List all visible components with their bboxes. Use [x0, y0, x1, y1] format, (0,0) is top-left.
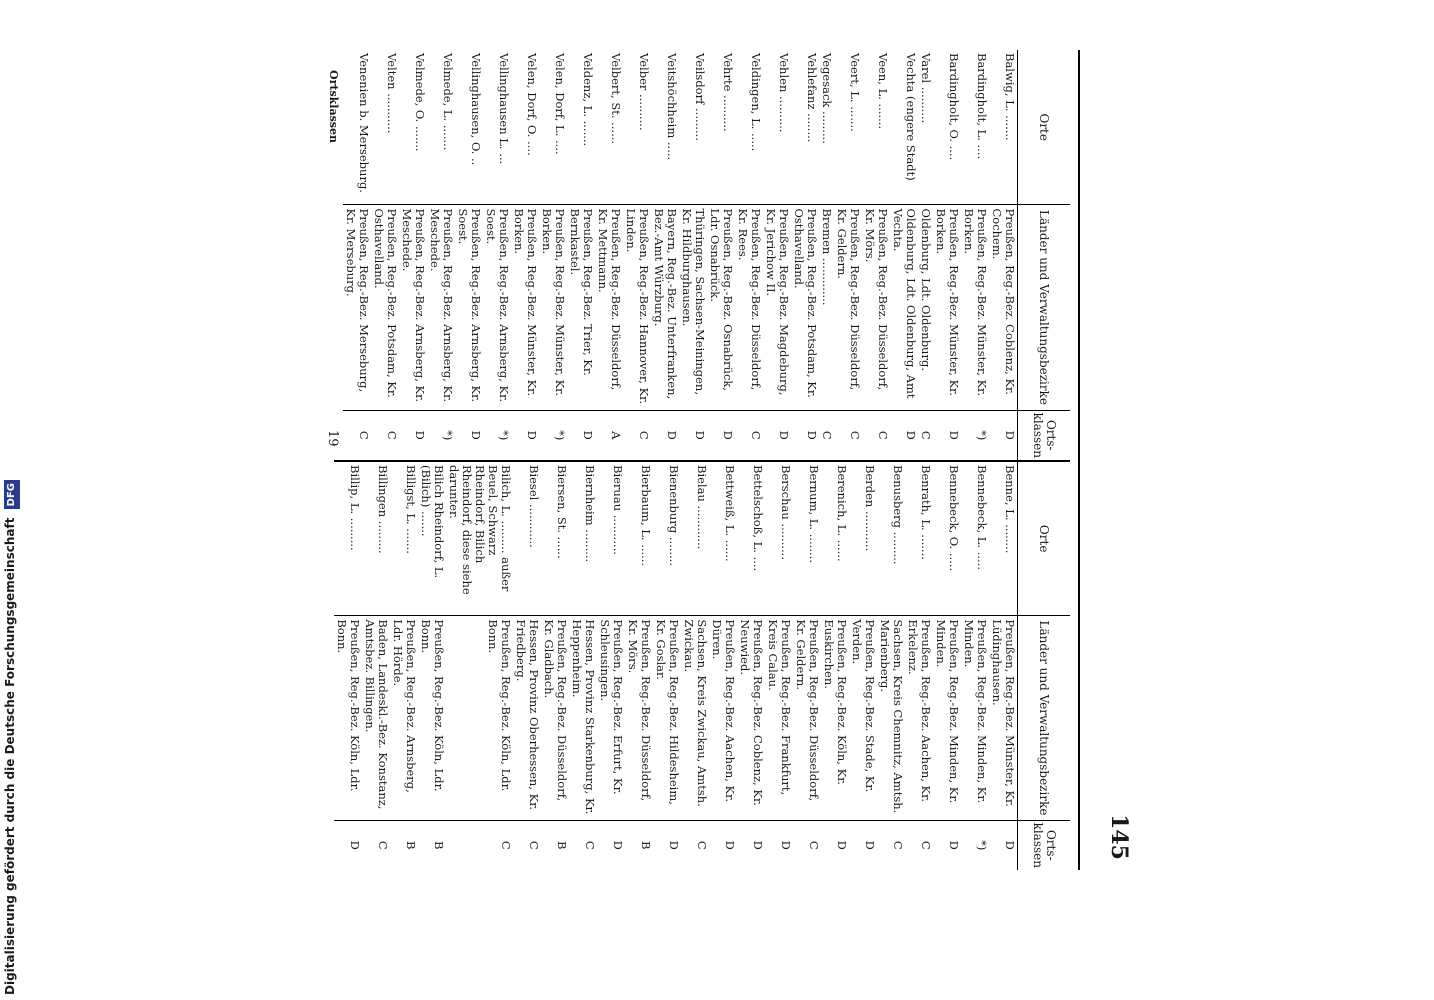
cell-klasse: C: [446, 820, 513, 870]
cell-ort: Bilich Rheindorf, L. (Bilich) .......: [418, 461, 446, 616]
table-row: [834, 50, 862, 460]
table-row: [905, 461, 933, 870]
cell-ort: Bierbaum, L. ......: [625, 461, 653, 616]
cell-land: Preußen, Reg.-Bez. Hannover, Kr. Linden.: [623, 205, 651, 410]
cell-ort: Berschau ..........: [765, 461, 793, 616]
col-header-land: Länder und Verwaltungsbezirke: [1018, 205, 1071, 410]
table-row: [334, 461, 362, 870]
left-table-body: [343, 50, 1018, 460]
signature-mark: Ortsklassen: [327, 70, 340, 143]
cell-land: Preußen, Reg.-Bez. Münster, Kr. Borken.: [961, 205, 989, 410]
table-sheet: [290, 50, 1070, 870]
cell-ort: Veilsdorf .........: [693, 53, 707, 141]
table-row: [362, 461, 390, 870]
cell-ort: Bennebeck, O. .....: [933, 461, 961, 616]
cell-ort: Velmede, L. .......: [441, 53, 455, 151]
table-row: [541, 461, 569, 870]
cell-land: Preußen, Reg.-Bez. Düsseldorf, Kr. Mettmann.: [595, 205, 623, 410]
credit-text: Digitalisierung gefördert durch die Deutsche Forschungsgemeinschaft: [3, 517, 17, 995]
digitization-credit: [2, 483, 18, 995]
cell-land: Bremen .............: [819, 205, 834, 410]
cell-land: Preußen, Reg.-Bez. Magdeburg, Kr. Jerichow II.: [763, 205, 791, 410]
cell-klasse: *): [539, 410, 567, 460]
cell-ort: Veitshöchheim .....: [665, 53, 679, 161]
cell-klasse: C: [343, 410, 371, 460]
table-row: [737, 461, 765, 870]
col-header-klasse: Orts-klassen: [1018, 820, 1071, 870]
table-row: [371, 50, 399, 460]
cell-ort: Billip, L. .........: [334, 461, 362, 616]
cell-ort: Billingen .........: [362, 461, 390, 616]
cell-klasse: D: [511, 410, 539, 460]
table-row: [651, 50, 679, 460]
table-row: [455, 50, 483, 460]
cell-land: Preußen, Reg.-Bez. Arnsberg, Kr. Soest.: [483, 205, 511, 410]
cell-klasse: *): [961, 820, 989, 870]
cell-ort: Bardingholt, O. ....: [947, 53, 961, 161]
cell-land: Preußen, Reg.-Bez. Stade, Kr. Verden.: [849, 616, 877, 820]
cell-land: Preußen, Reg.-Bez. Minden, Kr. Minden.: [933, 616, 961, 820]
table-row: [427, 50, 455, 460]
cell-land: Preußen, Reg.-Bez. Aachen, Kr. Erkelenz.: [905, 616, 933, 820]
table-row: [513, 461, 541, 870]
table-row: [793, 461, 821, 870]
cell-land: Preußen, Reg.-Bez. Trier, Kr. Bernkastel.: [567, 205, 595, 410]
cell-klasse: *): [483, 410, 511, 460]
footer-number: 19: [325, 430, 340, 447]
cell-klasse: B: [625, 820, 653, 870]
cell-land: Preußen, Reg.-Bez. Düsseldorf, Kr. Rees.: [735, 205, 763, 410]
table-row: [418, 461, 446, 870]
cell-land: Preußen, Reg.-Bez. Münster, Kr. Borken.: [933, 205, 961, 410]
cell-land: Preußen, Reg.-Bez. Arnsberg, Kr. Soest.: [455, 205, 483, 410]
cell-ort: Veldingen, L. .....: [749, 53, 763, 152]
cell-land: Preußen, Reg.-Bez. Aachen, Kr. Düren.: [709, 616, 737, 820]
table-row: [763, 50, 791, 460]
cell-land: Preußen, Reg.-Bez. Düsseldorf, Kr. Mörs.: [862, 205, 890, 410]
cell-klasse: *): [427, 410, 455, 460]
cell-klasse: D: [989, 410, 1018, 460]
cell-ort: Bettweiß, L. ......: [709, 461, 737, 616]
table-row: [989, 461, 1018, 870]
table-row: [679, 50, 707, 460]
cell-klasse: *): [961, 410, 989, 460]
right-table: [334, 460, 1070, 870]
cell-land: Sachsen, Kreis Chemnitz, Amtsh. Marienberg.: [877, 616, 905, 820]
cell-land: Preußen, Reg.-Bez. Düsseldorf, Kr. Gladbach.: [541, 616, 569, 820]
cell-klasse: D: [334, 820, 362, 870]
cell-land: Sachsen, Kreis Zwickau, Amtsh. Zwickau.: [681, 616, 709, 820]
page-number: 145: [1106, 814, 1132, 860]
cell-klasse: D: [765, 820, 793, 870]
table-row: [390, 461, 418, 870]
cell-ort: Velen, Dorf, L. ....: [553, 53, 567, 155]
col-header-ort: Orte: [1018, 50, 1071, 205]
table-row: [446, 461, 513, 870]
cell-land: Preußen, Reg.-Bez. Arnsberg, Kr. Meschede.: [427, 205, 455, 410]
cell-ort: Bieruau ...........: [597, 461, 625, 616]
table-row: [595, 50, 623, 460]
cell-ort: Bettelschoß, L. ....: [737, 461, 765, 616]
cell-ort: Bennebeck, L. .....: [961, 461, 989, 616]
cell-land: Hessen, Provinz Starkenburg, Kr. Heppenheim.: [569, 616, 597, 820]
cell-ort: Vegesack .........: [820, 53, 834, 144]
table-row: [961, 461, 989, 870]
table-row: [765, 461, 793, 870]
cell-klasse: C: [834, 410, 862, 460]
table-row: [933, 461, 961, 870]
cell-klasse: C: [819, 410, 834, 460]
left-table: [343, 50, 1070, 460]
cell-land: Preußen, Reg.-Bez. Potsdam, Kr. Osthavelland.: [371, 205, 399, 410]
cell-ort: Veert, L. .......: [848, 53, 862, 132]
cell-land: Preußen, Reg.-Bez. Arnsberg, Ldr. Hörde.: [390, 616, 418, 820]
table-row: [862, 50, 890, 460]
table-row: [625, 461, 653, 870]
cell-ort: Velen, Dorf, O. ....: [525, 53, 539, 156]
cell-ort: Billigst, L. .......: [390, 461, 418, 616]
cell-ort: Velten ...........: [385, 53, 399, 134]
cell-land: Preußen, Reg.-Bez. Potsdam, Kr. Osthavelland.: [791, 205, 819, 410]
cell-klasse: D: [399, 410, 427, 460]
left-header-row: [1018, 50, 1071, 460]
col-header-klasse: Orts-klassen: [1018, 410, 1071, 460]
table-row: [933, 50, 961, 460]
cell-klasse: A: [595, 410, 623, 460]
cell-ort: Benne, L. ........: [989, 461, 1018, 616]
cell-ort: Vehrte ..........: [721, 53, 735, 132]
table-row: [819, 50, 834, 460]
table-row: [849, 461, 877, 870]
cell-land: Preußen, Reg.-Bez. Hildesheim, Kr. Goslar.: [653, 616, 681, 820]
cell-klasse: C: [793, 820, 821, 870]
cell-ort: Bilich, L. ......... außer Beuel, Schwarz Rheindorf, Bilich Rheindorf, diese siehe darunter.: [446, 461, 513, 616]
cell-land: Preußen, Reg.-Bez. Münster, Kr. Lüdinghausen.: [989, 616, 1018, 820]
cell-klasse: D: [737, 820, 765, 870]
cell-klasse: B: [418, 820, 446, 870]
cell-klasse: C: [862, 410, 890, 460]
cell-land: Preußen, Reg.-Bez. Merseburg, Kr. Merseburg.: [343, 205, 371, 410]
cell-ort: Vechta (engere Stadt): [904, 53, 918, 181]
cell-ort: Vehlefanz ........: [805, 53, 819, 143]
rotated-page: [280, 50, 1140, 870]
table-row: [343, 50, 371, 460]
cell-ort: Varel ..........: [919, 53, 933, 124]
cell-land: Preußen, Reg.-Bez. Düsseldorf, Kr. Geldern.: [793, 616, 821, 820]
cell-klasse: B: [541, 820, 569, 870]
cell-klasse: B: [390, 820, 418, 870]
cell-klasse: C: [918, 410, 933, 460]
table-row: [918, 50, 933, 460]
cell-klasse: C: [371, 410, 399, 460]
cell-ort: Benusberg .........: [877, 461, 905, 616]
table-row: [569, 461, 597, 870]
cell-ort: Vellinghausen L. ...: [497, 53, 511, 165]
cell-land: Preußen, Reg.-Bez. Frankfurt, Kreis Calau.: [765, 616, 793, 820]
cell-klasse: D: [933, 820, 961, 870]
cell-land: Preußen, Reg.-Bez. Münster, Kr. Borken.: [539, 205, 567, 410]
table-row: [821, 461, 849, 870]
table-row: [709, 461, 737, 870]
cell-ort: Biersen, St. ......: [541, 461, 569, 616]
cell-klasse: C: [362, 820, 390, 870]
cell-land: Preußen, Reg.-Bez. Erfurt, Kr. Schleusingen.: [597, 616, 625, 820]
cell-land: Hessen, Provinz Oberhessen, Kr. Friedberg.: [513, 616, 541, 820]
cell-land: Preußen, Reg.-Bez. Coblenz, Kr. Neuwied.: [737, 616, 765, 820]
top-rule: [1078, 50, 1080, 870]
cell-ort: Bielau ............: [681, 461, 709, 616]
cell-land: Preußen, Reg.-Bez. Köln, Ldr. Bonn.: [446, 616, 513, 820]
cell-klasse: D: [707, 410, 735, 460]
table-row: [877, 461, 905, 870]
cell-land: Bayern, Reg.-Bez. Unterfranken, Bez.-Amt Würzburg.: [651, 205, 679, 410]
cell-klasse: C: [623, 410, 651, 460]
table-row: [707, 50, 735, 460]
cell-ort: Velber ..........: [637, 53, 651, 131]
col-header-land: Länder und Verwaltungsbezirke: [1018, 616, 1071, 820]
table-row: [597, 461, 625, 870]
right-table-body: [334, 461, 1018, 870]
cell-ort: Berenich, L. ......: [821, 461, 849, 616]
cell-klasse: D: [763, 410, 791, 460]
cell-klasse: C: [735, 410, 763, 460]
cell-klasse: D: [791, 410, 819, 460]
cell-ort: Velmede, O. .......: [413, 53, 427, 152]
table-row: [890, 50, 918, 460]
cell-land: Preußen, Reg.-Bez. Düsseldorf, Kr. Mörs.: [625, 616, 653, 820]
table-row: [653, 461, 681, 870]
cell-klasse: C: [681, 820, 709, 870]
cell-ort: Balwig, L. .......: [1003, 53, 1017, 141]
cell-ort: Bienenburg ........: [653, 461, 681, 616]
cell-ort: Vellinghausen, O. ..: [469, 53, 483, 166]
cell-ort: Velbert, St. ......: [609, 53, 623, 145]
table-row: [791, 50, 819, 460]
cell-klasse: D: [653, 820, 681, 870]
cell-land: Baden, Landeskl.-Bez. Konstanz, Amtsbez. Billingen.: [362, 616, 390, 820]
cell-ort: Vehlen ..........: [777, 53, 791, 133]
table-row: [735, 50, 763, 460]
cell-land: Preußen, Reg.-Bez. Köln, Kr. Euskirchen.: [821, 616, 849, 820]
cell-klasse: D: [651, 410, 679, 460]
cell-land: Preußen, Reg.-Bez. Osnabrück, Ldr. Osnabrück.: [707, 205, 735, 410]
cell-ort: Berden ...........: [849, 461, 877, 616]
cell-ort: Venenien b. Merseburg.: [357, 53, 371, 193]
table-row: [511, 50, 539, 460]
cell-klasse: C: [513, 820, 541, 870]
cell-ort: Benrath, L. .......: [905, 461, 933, 616]
cell-klasse: D: [455, 410, 483, 460]
cell-klasse: D: [709, 820, 737, 870]
table-row: [623, 50, 651, 460]
cell-ort: Biesel ............: [513, 461, 541, 616]
cell-land: Preußen, Reg.-Bez. Coblenz, Kr. Cochem.: [989, 205, 1018, 410]
cell-ort: Veen, L. .......: [876, 53, 890, 130]
cell-land: Oldenburg, Ldt. Oldenburg.: [918, 205, 933, 410]
cell-land: Preußen, Reg.-Bez. Arnsberg, Kr. Meschede.: [399, 205, 427, 410]
cell-land: Thüringen, Sachsen-Meiningen, Kr. Hildburghausen.: [679, 205, 707, 410]
cell-klasse: D: [567, 410, 595, 460]
table-row: [961, 50, 989, 460]
cell-ort: Bernum, L. ........: [793, 461, 821, 616]
cell-klasse: D: [679, 410, 707, 460]
cell-klasse: D: [933, 410, 961, 460]
cell-ort: Veldenz, L. .......: [581, 53, 595, 147]
cell-land: Preußen, Reg.-Bez. Münster, Kr. Borken.: [511, 205, 539, 410]
table-row: [483, 50, 511, 460]
cell-land: Preußen, Reg.-Bez. Köln, Ldr. Bonn.: [334, 616, 362, 820]
dfg-logo: DFG: [4, 480, 20, 509]
cell-klasse: D: [821, 820, 849, 870]
table-row: [567, 50, 595, 460]
table-row: [989, 50, 1018, 460]
cell-klasse: D: [849, 820, 877, 870]
cell-klasse: D: [989, 820, 1018, 870]
right-header-row: [1018, 461, 1071, 870]
table-row: [539, 50, 567, 460]
cell-ort: Bardingholt, L. ....: [975, 53, 989, 160]
cell-klasse: C: [877, 820, 905, 870]
cell-klasse: C: [569, 820, 597, 870]
col-header-ort: Orte: [1018, 461, 1071, 616]
cell-land: Preußen, Reg.-Bez. Düsseldorf, Kr. Geldern.: [834, 205, 862, 410]
cell-klasse: D: [890, 410, 918, 460]
cell-klasse: D: [597, 820, 625, 870]
cell-ort: Biernheim .........: [569, 461, 597, 616]
cell-land: Preußen, Reg.-Bez. Köln, Ldr. Bonn.: [418, 616, 446, 820]
cell-land: Preußen, Reg.-Bez. Minden, Kr. Minden.: [961, 616, 989, 820]
table-row: [681, 461, 709, 870]
cell-klasse: C: [905, 820, 933, 870]
table-row: [399, 50, 427, 460]
cell-land: Oldenburg, Ldt. Oldenburg, Amt Vechta.: [890, 205, 918, 410]
